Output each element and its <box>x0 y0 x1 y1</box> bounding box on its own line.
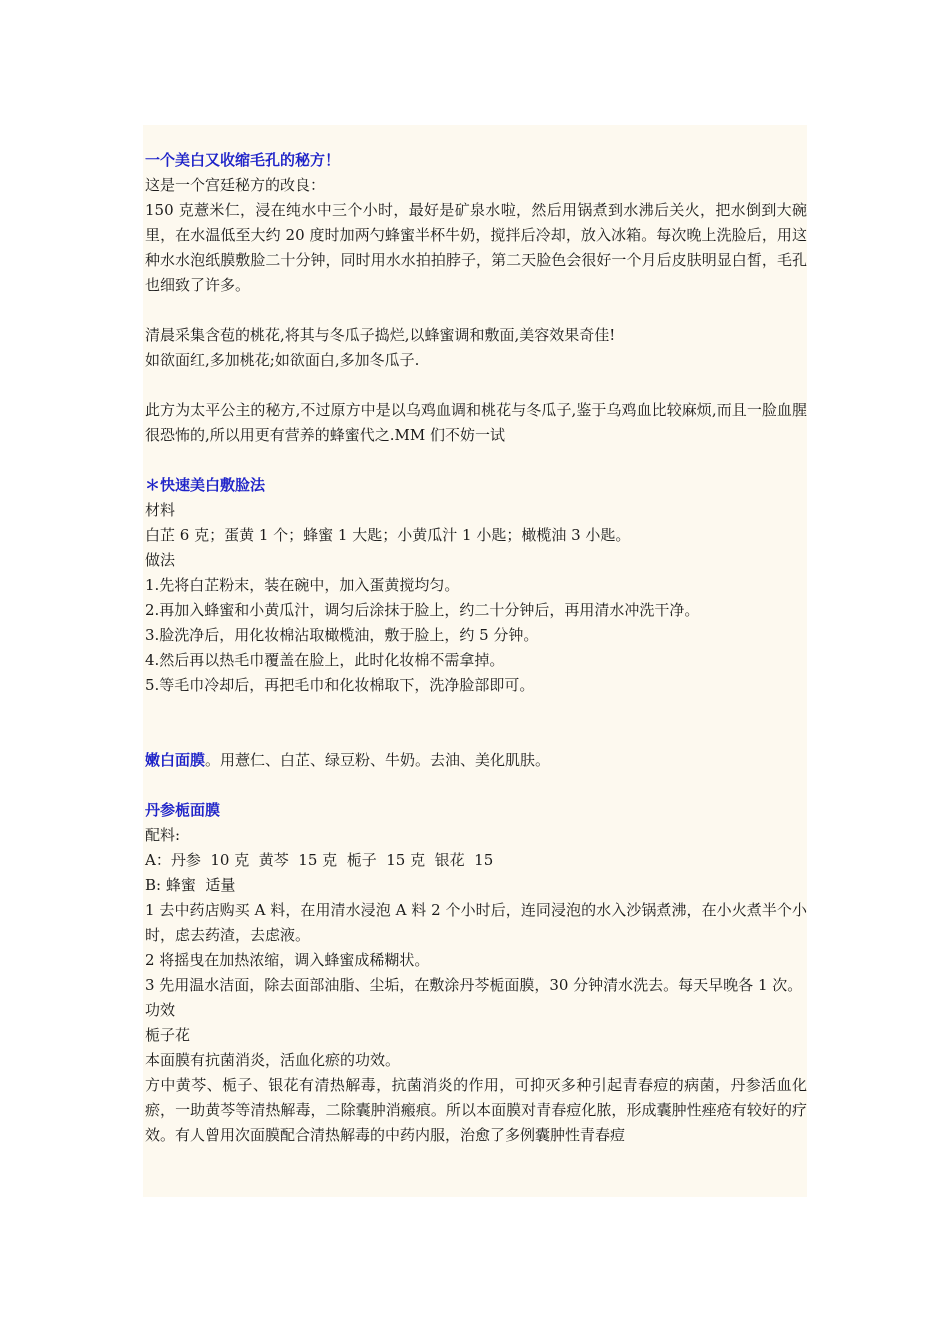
step-item: 5.等毛巾冷却后，再把毛巾和化妆棉取下，洗净脸部即可。 <box>145 676 535 694</box>
materials-label: 材料 <box>145 501 176 519</box>
step-item: 4.然后再以热毛巾覆盖在脸上，此时化妆棉不需拿掉。 <box>145 651 505 669</box>
ingredients-label: 配料: <box>145 826 181 844</box>
step-item: 1.先将白芷粉末，装在碗中，加入蛋黄搅均匀。 <box>145 576 460 594</box>
document-content <box>145 148 807 1148</box>
prep-step: 1 去中药店购买 A 料，在用清水浸泡 A 料 2 个小时后，连同浸泡的水入沙锅煮沸，在小火煮半个小时，虑去药渣，去虑液。 <box>145 901 807 944</box>
herb-label: 栀子花 <box>145 1026 191 1044</box>
section4-title: 丹参栀面膜 <box>145 801 221 819</box>
effect-summary: 本面膜有抗菌消炎，活血化瘀的功效。 <box>145 1051 401 1069</box>
step-item: 3.脸洗净后，用化妆棉沾取橄榄油，敷于脸上，约 5 分钟。 <box>145 626 539 644</box>
peach-recipe-tip: 如欲面红,多加桃花;如欲面白,多加冬瓜子. <box>145 351 420 369</box>
ingredients-a: A：丹参 10 克 黄芩 15 克 栀子 15 克 银花 15 <box>145 851 494 869</box>
section3-text: 。用薏仁、白芷、绿豆粉、牛奶。去油、美化肌肤。 <box>205 751 551 769</box>
prep-step: 3 先用温水洁面，除去面部油脂、尘垢，在敷涂丹芩栀面膜，30 分钟清水洗去。每天早晚各 1 次。 <box>145 976 803 994</box>
ingredients-b: B: 蜂蜜 适量 <box>145 876 236 894</box>
section1-intro: 这是一个宫廷秘方的改良： <box>145 176 326 194</box>
princess-recipe-note: 此方为太平公主的秘方,不过原方中是以乌鸡血调和桃花与冬瓜子,鉴于乌鸡血比较麻烦,而且一脸血腥很恐怖的,所以用更有营养的蜂蜜代之.MM 们不妨一试 <box>145 401 807 444</box>
peach-recipe-text: 清晨采集含苞的桃花,将其与冬瓜子捣烂,以蜂蜜调和敷面,美容效果奇佳! <box>145 326 616 344</box>
section3-line <box>145 748 807 773</box>
step-item: 2.再加入蜂蜜和小黄瓜汁，调匀后涂抹于脸上，约二十分钟后，再用清水冲洗干净。 <box>145 601 700 619</box>
method-label: 做法 <box>145 551 176 569</box>
effect-detail: 方中黄芩、栀子、银花有清热解毒，抗菌消炎的作用，可抑灭多种引起青春痘的病菌，丹参活血化瘀，一助黄芩等清热解毒，二除囊肿消瘢痕。所以本面膜对青春痘化脓，形成囊肿性痤疮有较好的疗效。有人曾用次面膜配合清热解毒的中药内服，治愈了多例囊肿性青春痘 <box>145 1076 807 1144</box>
section2-title: ＊快速美白敷脸法 <box>145 476 266 494</box>
effect-label: 功效 <box>145 1001 176 1019</box>
prep-step: 2 将摇曳在加热浓缩，调入蜂蜜成稀糊状。 <box>145 951 430 969</box>
section1-title: 一个美白又收缩毛孔的秘方！ <box>145 151 341 169</box>
section1-paragraph: 150 克薏米仁，浸在纯水中三个小时，最好是矿泉水啦，然后用锅煮到水沸后关火，把水倒到大碗里，在水温低至大约 20 度时加两勺蜂蜜半杯牛奶，搅拌后冷却，放入冰箱。每次晚上洗脸后，用这种水水泡纸膜敷脸二十分钟，同时用水水拍拍脖子，第二天脸色会很好一个月后皮肤明显白皙，毛孔也细致了许多。 <box>145 201 807 294</box>
materials-list: 白芷 6 克；蛋黄 1 个；蜂蜜 1 大匙；小黄瓜汁 1 小匙；橄榄油 3 小匙。 <box>145 526 631 544</box>
section3-title: 嫩白面膜 <box>145 751 206 769</box>
